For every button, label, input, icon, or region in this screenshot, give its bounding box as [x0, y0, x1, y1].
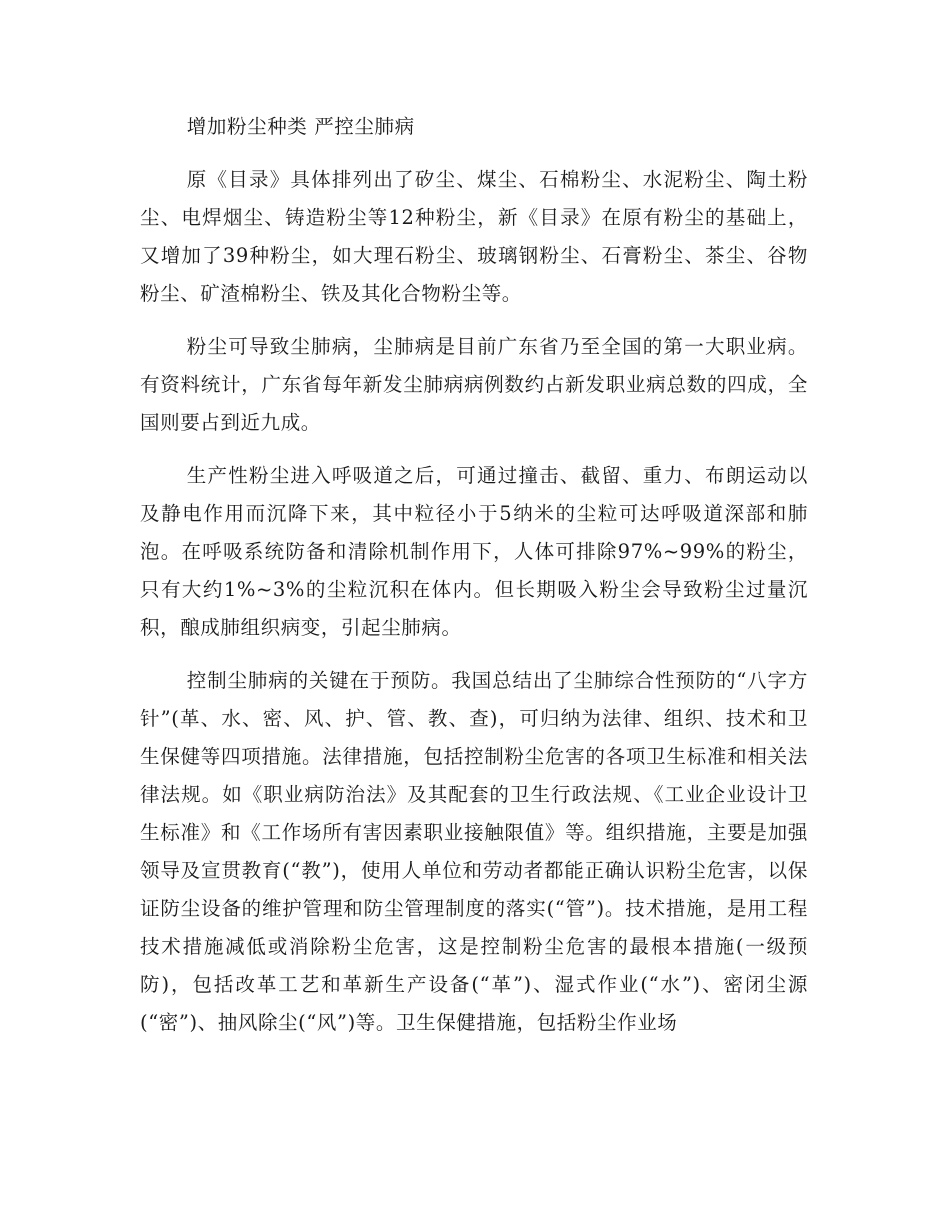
paragraph-pneumoconiosis-stats: 粉尘可导致尘肺病，尘肺病是目前广东省乃至全国的第一大职业病。有资料统计，广东省每年新发尘肺病病例数约占新发职业病总数的四成，全国则要占到近九成。: [140, 335, 808, 434]
paragraph-prevention-measures: 控制尘肺病的关键在于预防。我国总结出了尘肺综合性预防的“八字方针”(革、水、密、风、护、管、教、查)，可归纳为法律、组织、技术和卫生保健等四项措施。法律措施，包括控制粉尘危害的各项卫生标准和相关法律法规。如《职业病防治法》及其配套的卫生行政法规、《工业企业设计卫生标准》和《工作场所有害因素职业接触限值》等。组织措施，主要是加强领导及宣贯教育(“教”)，使用人单位和劳动者都能正确认识粉尘危害，以保证防尘设备的维护管理和防尘管理制度的落实(“管”)。技术措施，是用工程技术措施减低或消除粉尘危害，这是控制粉尘危害的最根本措施(一级预防)，包括改革工艺和革新生产设备(“革”)、湿式作业(“水”)、密闭尘源(“密”)、抽风除尘(“风”)等。卫生保健措施，包括粉尘作业场: [140, 669, 808, 1034]
paragraph-dust-deposition: 生产性粉尘进入呼吸道之后，可通过撞击、截留、重力、布朗运动以及静电作用而沉降下来，其中粒径小于5纳米的尘粒可达呼吸道深部和肺泡。在呼吸系统防备和清除机制作用下，人体可排除97%~99%的粉尘，只有大约1%~3%的尘粒沉积在体内。但长期吸入粉尘会导致粉尘过量沉积，酿成肺组织病变，引起尘肺病。: [140, 464, 808, 639]
section-heading: 增加粉尘种类 严控尘肺病: [186, 115, 415, 138]
paragraph-dust-types: 原《目录》具体排列出了矽尘、煤尘、石棉粉尘、水泥粉尘、陶土粉尘、电焊烟尘、铸造粉尘等12种粉尘，新《目录》在原有粉尘的基础上，又增加了39种粉尘，如大理石粉尘、玻璃钢粉尘、石膏粉尘、茶尘、谷物粉尘、矿渣棉粉尘、铁及其化合物粉尘等。: [140, 168, 808, 305]
document-body: [140, 108, 808, 1057]
